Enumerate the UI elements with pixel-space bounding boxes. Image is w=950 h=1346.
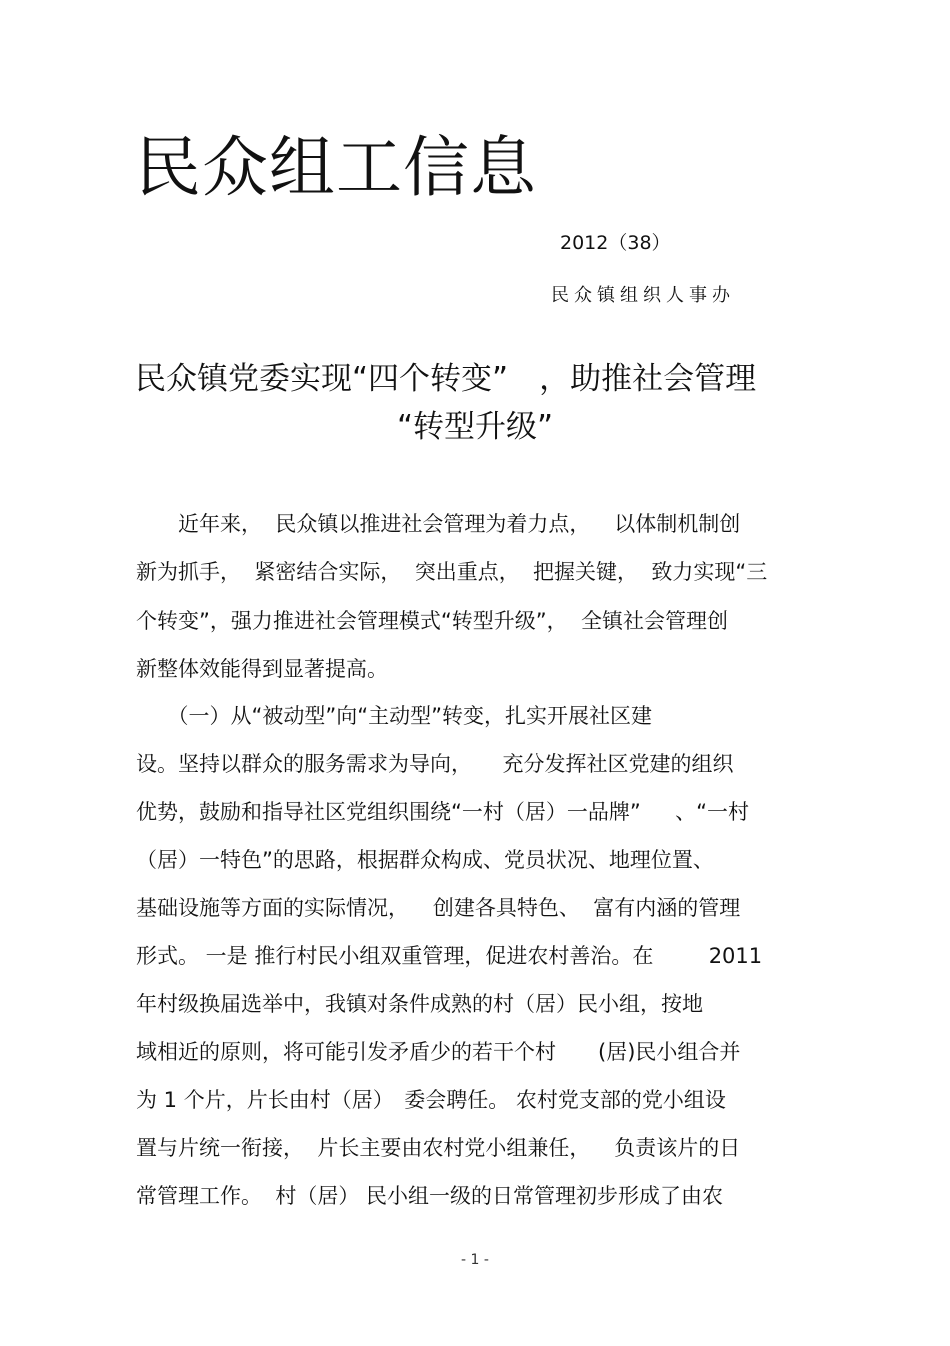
- body-line: 域相近的原则，将可能引发矛盾少的若干个村 (居)民小组合并: [136, 1040, 741, 1064]
- body-line: 优势，鼓励和指导社区党组织围绕“一村（居）一品牌” 、“一村: [136, 800, 749, 824]
- body-line: （一）从“被动型”向“主动型”转变，扎实开展社区建: [136, 704, 653, 728]
- body-line: 基础设施等方面的实际情况， 创建各具特色、 富有内涵的管理: [136, 896, 741, 920]
- body-line: 新为抓手， 紧密结合实际， 突出重点， 把握关键， 致力实现“三: [136, 560, 768, 584]
- issuing-office: 民众镇组织人事办: [551, 285, 735, 306]
- page-number: - 1 -: [461, 1252, 489, 1268]
- body-line: 设。坚持以群众的服务需求为导向， 充分发挥社区党建的组织: [136, 752, 734, 776]
- body-line: 新整体效能得到显著提高。: [136, 657, 388, 681]
- masthead-title: 民众组工信息: [135, 129, 537, 206]
- headline-line-2: “转型升级”: [396, 409, 554, 445]
- body-line: 近年来， 民众镇以推进社会管理为着力点， 以体制机制创: [136, 512, 741, 536]
- body-line: 个转变”，强力推进社会管理模式“转型升级”， 全镇社会管理创: [136, 609, 728, 633]
- body-line: 置与片统一衔接， 片长主要由农村党小组兼任， 负责该片的日: [136, 1136, 741, 1160]
- body-line: （居）一特色”的思路，根据群众构成、党员状况、地理位置、: [136, 848, 714, 872]
- body-line: 形式。 一是 推行村民小组双重管理，促进农村善治。在 2011: [136, 944, 763, 968]
- body-line: 年村级换届选举中，我镇对条件成熟的村（居）民小组，按地: [136, 992, 703, 1016]
- article-headline: [135, 355, 815, 451]
- headline-line-1: 民众镇党委实现“四个转变” ，助推社会管理: [135, 361, 757, 397]
- body-line: 为 1 个片，片长由村（居） 委会聘任。 农村党支部的党小组设: [136, 1088, 726, 1112]
- issue-number: 2012（38）: [560, 232, 671, 254]
- body-line: 常管理工作。 村（居） 民小组一级的日常管理初步形成了由农: [136, 1184, 724, 1208]
